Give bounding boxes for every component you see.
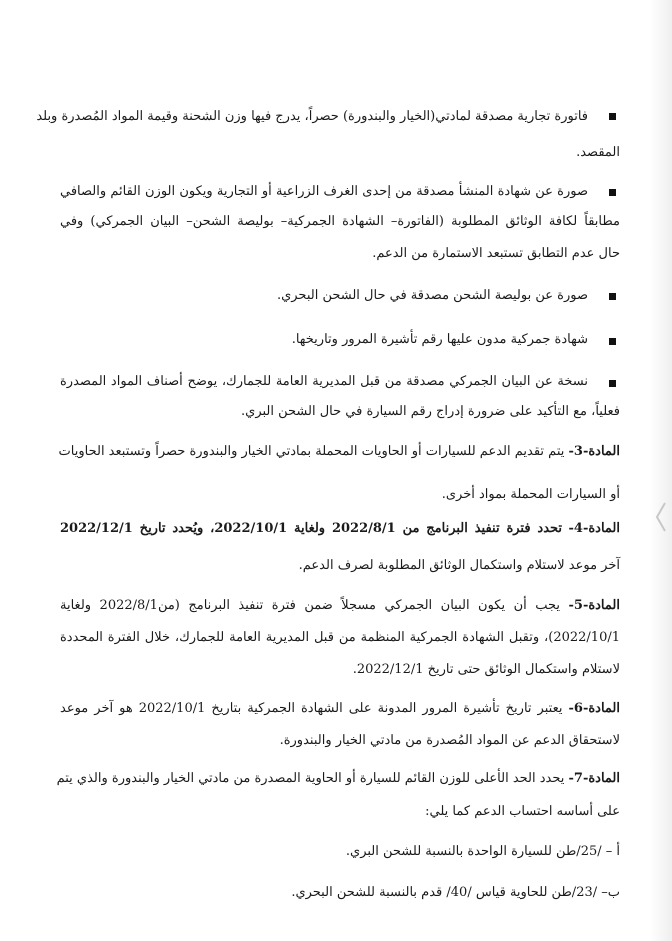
article-4 bbox=[60, 520, 620, 538]
article-7-label: المادة-7- bbox=[568, 771, 620, 786]
article-6-text: يعتبر تاريخ تأشيرة المرور المدونة على الشهادة الجمركية بتاريخ 2022/10/1 هو آخر موعد bbox=[60, 701, 563, 716]
list-item-container: ب– /23/طن للحاوية قياس /40/ قدم بالنسبة للشحن البحري. bbox=[291, 885, 620, 900]
bullet-icon bbox=[609, 113, 616, 120]
text-line: مطابقاً لكافة الوثائق المطلوبة (الفاتورة– الشهادة الجمركية– بوليصة الشحن– البيان الجمركي) وفي bbox=[60, 214, 620, 229]
text-line: آخر موعد لاستلام واستكمال الوثائق المطلوبة لصرف الدعم. bbox=[298, 558, 620, 573]
article-3-text: يتم تقديم الدعم للسيارات أو الحاويات المحملة بمادتي الخيار والبندورة حصراً وتستبعد الحاويات bbox=[58, 444, 565, 459]
article-4-label: المادة-4- bbox=[568, 521, 620, 536]
bullet-icon bbox=[609, 380, 616, 387]
bullet-icon bbox=[609, 338, 616, 345]
bullet-text-customs-declaration: نسخة عن البيان الجمركي مصدقة من قبل المديرية العامة للجمارك، يوضح أصناف المواد المصدرة bbox=[60, 374, 588, 389]
article-7-text: يحدد الحد الأعلى للوزن القائم للسيارة أو الحاوية المصدرة من مادتي الخيار والبندورة والذي يتم bbox=[56, 771, 565, 786]
article-5-text: يجب أن يكون البيان الجمركي مسجلاً ضمن فترة تنفيذ البرنامج (من2022/8/1 ولغاية bbox=[60, 598, 560, 613]
text-line: فعلياً، مع التأكيد على ضرورة إدراج رقم السيارة في حال الشحن البري. bbox=[241, 404, 620, 419]
text-line: على أساسه احتساب الدعم كما يلي: bbox=[425, 804, 620, 819]
bullet-text-origin-certificate: صورة عن شهادة المنشأ مصدقة من إحدى الغرف الزراعية أو التجارية ويكون الوزن القائم والصافي bbox=[60, 184, 588, 199]
text-line: أو السيارات المحملة بمواد أخرى. bbox=[441, 487, 620, 502]
text-line: لاستحقاق الدعم عن المواد المُصدرة من مادتي الخيار والبندورة. bbox=[279, 733, 620, 748]
article-3 bbox=[60, 443, 620, 461]
article-7 bbox=[56, 770, 620, 788]
list-item-truck: أ – /25/طن للسيارة الواحدة بالنسبة للشحن البري. bbox=[345, 844, 620, 859]
article-5 bbox=[60, 597, 620, 615]
bullet-icon bbox=[609, 293, 616, 300]
bullet-icon bbox=[609, 189, 616, 196]
article-6-label: المادة-6- bbox=[568, 701, 620, 716]
text-line: 2022/10/1)، وتقبل الشهادة الجمركية المنظمة من قبل المديرية العامة للجمارك، خلال الفترة المحددة bbox=[60, 630, 620, 645]
text-line: حال عدم التطابق تستبعد الاستمارة من الدعم. bbox=[372, 246, 620, 261]
page-edge-shadow bbox=[650, 0, 672, 941]
article-4-text: تحدد فترة تنفيذ البرنامج من 2022/8/1 ولغاية 2022/10/1، ويُحدد تاريخ 2022/12/1 bbox=[60, 521, 563, 536]
text-line: لاستلام واستكمال الوثائق حتى تاريخ 2022/12/1. bbox=[352, 662, 620, 677]
article-6 bbox=[60, 700, 620, 718]
bullet-text-invoice: فاتورة تجارية مصدقة لمادتي(الخيار والبندورة) حصراً، يدرج فيها وزن الشحنة وقيمة المواد المُصدرة وبلد bbox=[36, 109, 588, 124]
article-5-label: المادة-5- bbox=[568, 598, 620, 613]
chevron-left-icon[interactable] bbox=[654, 500, 668, 534]
bullet-text-bill-of-lading: صورة عن بوليصة الشحن مصدقة في حال الشحن البحري. bbox=[276, 288, 588, 303]
text-line: المقصد. bbox=[576, 145, 620, 160]
article-3-label: المادة-3- bbox=[568, 444, 620, 459]
bullet-text-customs-certificate: شهادة جمركية مدون عليها رقم تأشيرة المرور وتاريخها. bbox=[291, 332, 588, 347]
